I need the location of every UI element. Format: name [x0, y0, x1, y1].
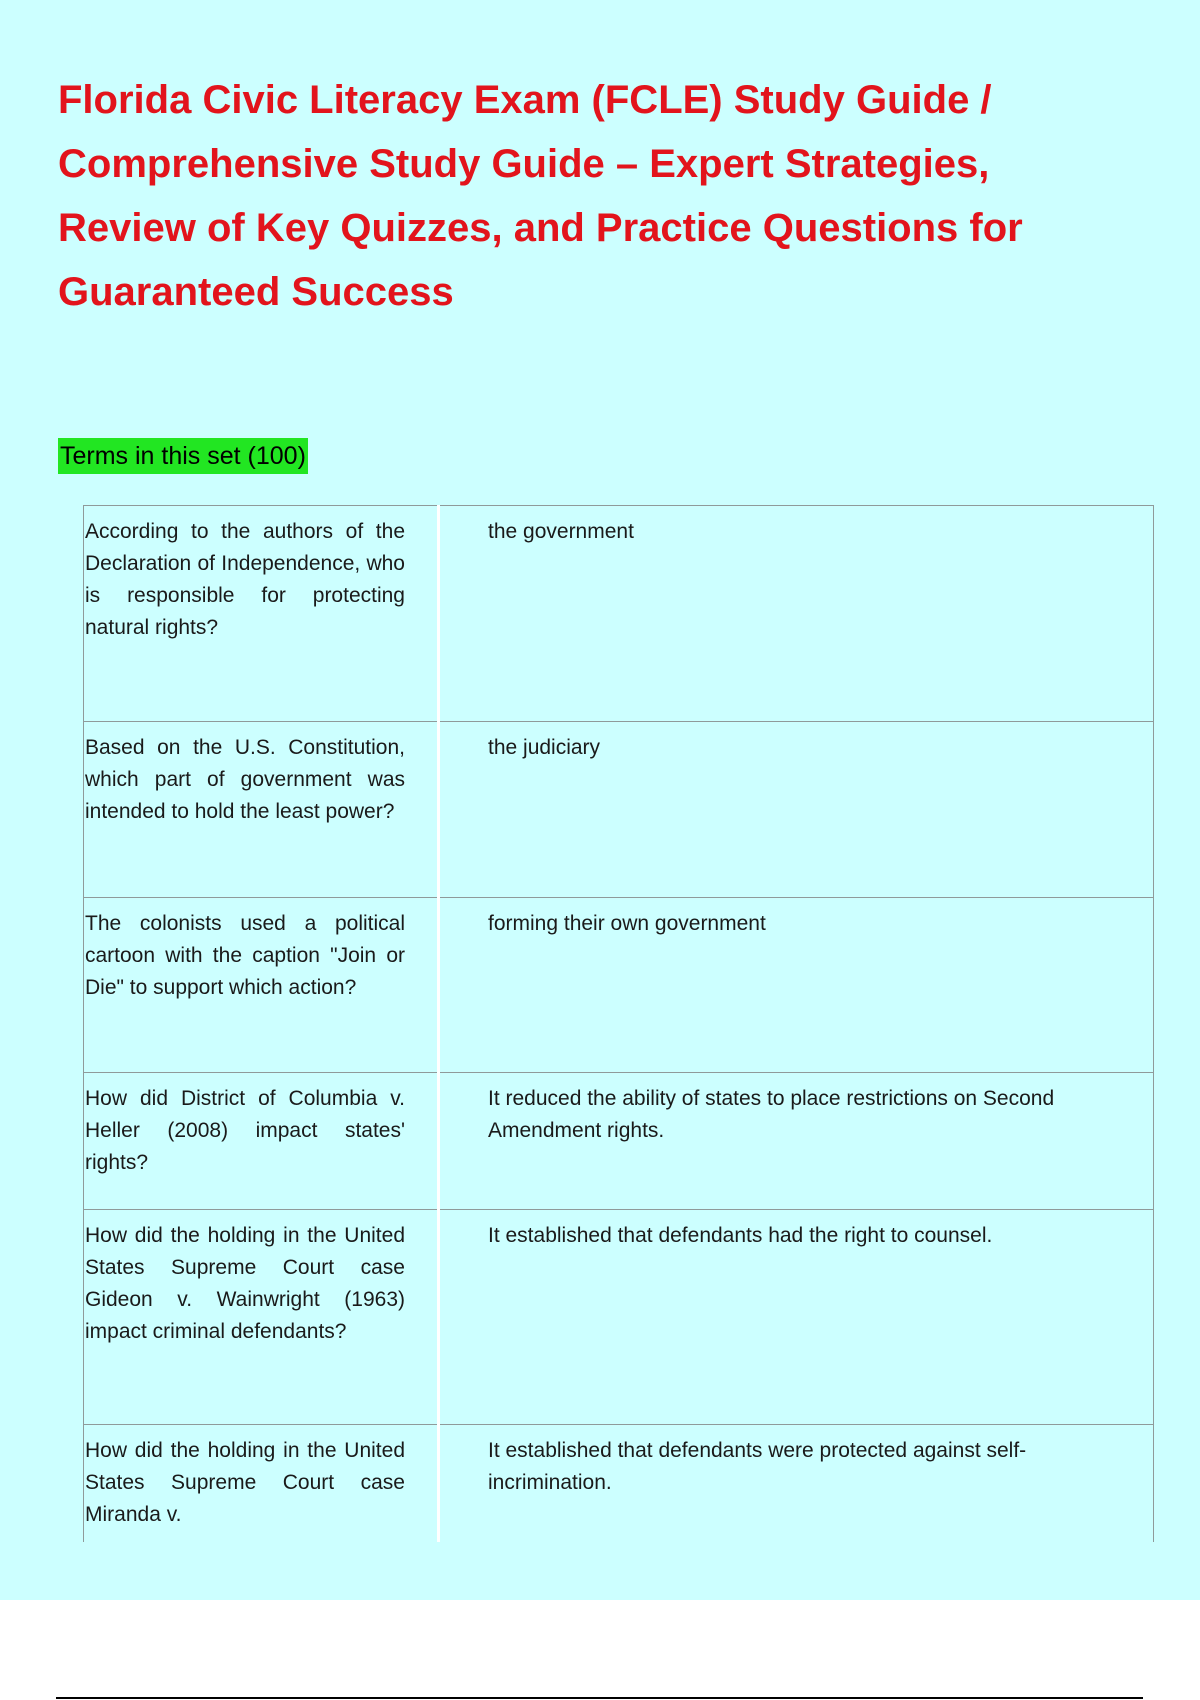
- table-row: [84, 1425, 1154, 1543]
- term-question: How did the holding in the United States Supreme Court case Gideon v. Wainwright (1963) impact criminal defendants?: [84, 1210, 439, 1425]
- terms-count-label: Terms in this set (100): [58, 438, 308, 474]
- term-answer: forming their own government: [439, 898, 1154, 1073]
- term-question: Based on the U.S. Constitution, which part of government was intended to hold the least power?: [84, 722, 439, 898]
- table-row: [84, 1210, 1154, 1425]
- footer-rule: [56, 1697, 1143, 1699]
- term-answer: It established that defendants had the right to counsel.: [439, 1210, 1154, 1425]
- term-answer: It established that defendants were protected against self-incrimination.: [439, 1425, 1154, 1543]
- document-title: Florida Civic Literacy Exam (FCLE) Study Guide / Comprehensive Study Guide – Expert Strategies, Review of Key Quizzes, and Practice Questions for Guaranteed Success: [58, 78, 1023, 314]
- table-row: [84, 506, 1154, 722]
- term-answer: It reduced the ability of states to place restrictions on Second Amendment rights.: [439, 1073, 1154, 1210]
- term-question: How did the holding in the United States Supreme Court case Miranda v.: [84, 1425, 439, 1543]
- term-question: According to the authors of the Declaration of Independence, who is responsible for protecting natural rights?: [84, 506, 439, 722]
- term-question: The colonists used a political cartoon with the caption "Join or Die" to support which action?: [84, 898, 439, 1073]
- table-row: [84, 1073, 1154, 1210]
- terms-table: [83, 505, 1154, 1542]
- term-answer: the government: [439, 506, 1154, 722]
- table-row: [84, 722, 1154, 898]
- table-row: [84, 898, 1154, 1073]
- term-question: How did District of Columbia v. Heller (2008) impact states' rights?: [84, 1073, 439, 1210]
- term-answer: the judiciary: [439, 722, 1154, 898]
- terms-table-viewport: [83, 505, 1154, 1542]
